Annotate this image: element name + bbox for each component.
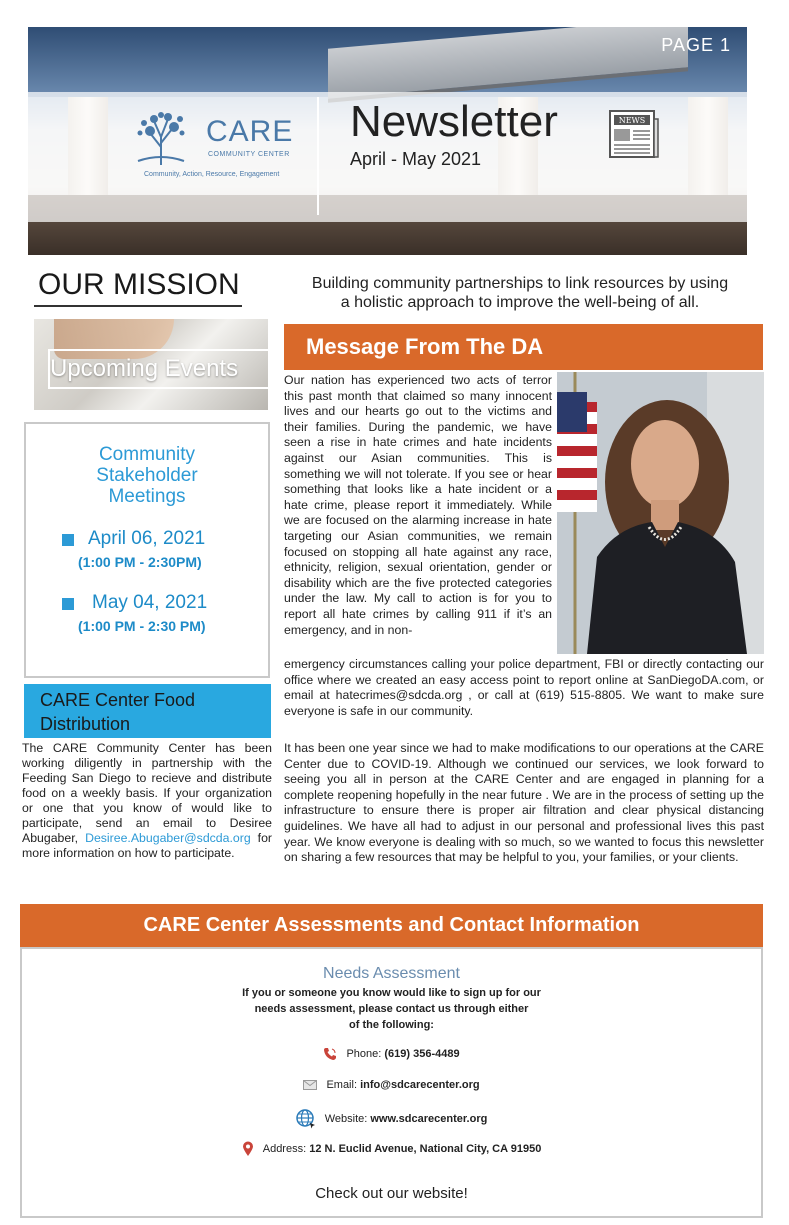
stakeholder-title-line: Meetings [108,486,186,507]
square-bullet-icon [62,598,74,610]
map-pin-icon [242,1141,254,1157]
needs-desc-line: needs assessment, please contact us through either [254,1003,529,1015]
meeting-date: May 04, 2021 [92,592,208,613]
needs-desc-line: If you or someone you know would like to sign up for our [242,987,541,999]
logo-subtitle: COMMUNITY CENTER [208,151,290,158]
food-contact-email-link[interactable]: Desiree.Abugaber@sdcda.org [85,831,251,845]
us-flag-icon [557,392,597,512]
mission-line: Building community partnerships to link resources by using [311,275,729,292]
contact-address-row [22,1141,761,1157]
food-distribution-heading: CARE Center Food Distribution [24,684,271,738]
needs-assessment-description [22,985,761,1033]
mission-heading: OUR MISSION [38,268,240,301]
mission-statement [270,274,770,312]
food-text-body: The CARE Community Center has been working diligently in partnership with the Feeding San Diego to recieve and distribute food on a weekly basis. If your organization or one that you know of would like to participate, send an email to Desiree Abugaber, [22,741,272,845]
da-message-paragraph-1: Our nation has experienced two acts of terror this past month that claimed so many innocent lives and our hearts go out to the victims and their families. During the pandemic, we have seen a rise in hate crimes and hate incidents against our Asian communities. This is something we will not tolerate. If you see or hear something that looks like a hate incident or a hate crime, please report it immediately. While we are focused on the alarming increase in hate targeting our Asian communities, we remain focused on stopping all hate against any race, ethnicity, religion, sexual orientation, gender or disability which are the five protected categories under the law. My call to action is for you to report all hate crimes by calling 911 if it’s an emergency, and in non- [284,373,552,637]
globe-icon [296,1109,316,1129]
needs-assessment-title: Needs Assessment [323,965,460,982]
upcoming-events-label: Upcoming Events [50,355,239,382]
da-message-paragraph-2: It has been one year since we had to make modifications to our operations at the CARE Center due to COVID-19. Although we continued our services, we look forward to seeing you all in person at the CARE Center and are engaged in planning for a complete reopening hopefully in the near future . We are in the process of setting up the infrastructure to ensure there is proper air filtration and clear physical distancing guidelines. We have all had to adjust in our personal and professional lives this past year. We know everyone is dealing with so much, so we wanted to focus this newsletter on sharing a few resources that may be helpful to you, your families, or your clients. [284,741,764,865]
phone-number-link[interactable]: (619) 356-4489 [384,1048,460,1060]
stakeholder-title [26,444,268,507]
logo-name: CARE [206,115,294,148]
address-label: Address: [262,1143,307,1155]
meeting-date: April 06, 2021 [88,528,206,549]
page-number: PAGE 1 [661,35,731,55]
food-distribution-text [22,741,272,861]
assessments-heading: CARE Center Assessments and Contact Information [20,904,763,947]
phone-label: Phone: [346,1048,382,1060]
address-value: 12 N. Euclid Avenue, National City, CA 91950 [309,1143,542,1155]
stakeholder-title-line: Stakeholder [96,465,198,486]
newspaper-icon [608,109,660,161]
care-logo [130,107,310,197]
meeting-time: (1:00 PM - 2:30PM) [78,554,202,570]
contact-phone-row [22,1047,761,1061]
logo-tagline: Community, Action, Resource, Engagement [144,171,280,178]
email-label: Email: [326,1079,357,1092]
envelope-icon [303,1080,317,1090]
newsletter-title: Newsletter [350,97,558,146]
check-website-cta[interactable]: Check out our website! [315,1185,468,1202]
mission-underline [34,305,242,307]
email-address-link[interactable]: info@sdcarecenter.org [360,1079,480,1092]
square-bullet-icon [62,534,74,546]
news-icon-label: NEWS [618,116,646,125]
header-banner [28,27,747,255]
stakeholder-title-line: Community [98,444,196,465]
phone-icon [323,1047,337,1061]
contact-website-row [22,1109,761,1129]
needs-desc-line: of the following: [349,1019,434,1031]
contact-email-row [22,1079,761,1091]
banner-divider [317,97,319,215]
food-text-tail: for more information on how to participate. [22,831,273,860]
mission-line: a holistic approach to improve the well-being of all. [340,294,700,311]
website-label: Website: [324,1113,368,1125]
stakeholder-meetings-box [24,422,270,678]
da-message-paragraph-1-continued: emergency circumstances calling your police department, FBI or directly contacting our office where we created an easy access point to report online at SanDiegoDA.com, or email at hatecrimes@sdcda.org , or call at (619) 515-8805. We want to make sure everyone is safe in our community. [284,657,764,718]
contact-info-box [20,947,763,1218]
da-message-heading: Message From The DA [284,324,763,370]
website-link[interactable]: www.sdcarecenter.org [370,1113,488,1125]
da-portrait-image [557,372,764,654]
meeting-time: (1:00 PM - 2:30 PM) [78,618,206,634]
newsletter-date: April - May 2021 [350,149,482,169]
tree-icon [130,107,192,169]
